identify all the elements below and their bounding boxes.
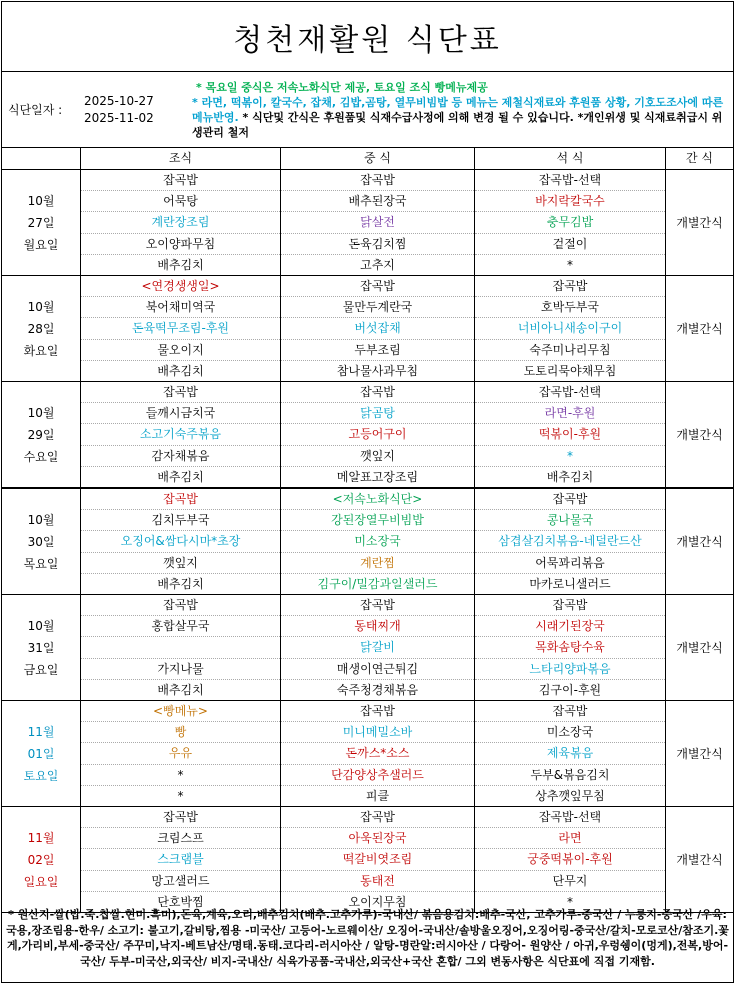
breakfast-item: 들깨시금치국 [81, 403, 280, 424]
day-row [2, 807, 733, 913]
dinner-item: 삼겹살김치볶음-네덜란드산 [475, 531, 665, 552]
snack-cell: 개별간식 [676, 428, 723, 442]
dinner-item: 미소장국 [475, 722, 665, 743]
lunch-item: 고추지 [360, 257, 395, 272]
date-month: 10월 [27, 193, 55, 208]
snack-cell: 개별간식 [676, 641, 723, 655]
dinner-item: 두부&볶음김치 [475, 765, 665, 786]
lunch-item: 강된장열무비빔밥 [281, 510, 474, 531]
lunch-item: 고등어구이 [281, 424, 474, 445]
origin-footer: * 원산지-쌀(밥.죽.찹쌀.현미.흑미),돈육,계육,오리,배추김치(배추.고추가루)-국내산/ 볶음용김치:배추-국산, 고추가루-중국산 / 누룽지-중국산 /우육:국용,장조림용-한우/ 소고기: 불고기,갈비탕,찜용 -미국산/ 고등어-노르웨이산/ 오징어-국내산/솔방울오징어,오징어링-중국산/갈치-모로코산/참조기.꽃게,가리비,부세-중국산/ 주꾸미,낙지-베트남산/명태.동태.코다리-러시아산 / 알탕-명란알:러시아산 / 다랑어- 원양산 / 아귀,우렁쉥이(멍게),전복,방어-국산/ 두부-미국산,외국산/ 비지-국내산/ 식육가공품-국내산,외국산+국산 혼합/ 그외 변동사항은 식단표에 직접 기재함. [6, 908, 729, 968]
lunch-item: 깻잎지 [281, 446, 474, 467]
lunch-item: 메알표고장조림 [336, 469, 419, 484]
breakfast-cell [81, 807, 281, 912]
day-date [2, 382, 81, 487]
date-weekday: 목요일 [23, 556, 59, 571]
lunch-item: 물만두계란국 [281, 297, 474, 318]
dinner-item: 잡곡밥 [475, 276, 665, 297]
dinner-cell [475, 595, 666, 700]
date-range [84, 72, 188, 147]
dinner-item: 충무김밥 [475, 212, 665, 233]
breakfast-cell [81, 170, 281, 275]
breakfast-item: 배추김치 [157, 257, 204, 272]
lunch-item: 잡곡밥 [281, 701, 474, 722]
lunch-item: 배추된장국 [281, 191, 474, 212]
menu-sheet [1, 1, 734, 983]
breakfast-item: 크림스프 [81, 828, 280, 849]
dinner-item: * [475, 446, 665, 467]
day-row [2, 382, 733, 489]
header-dinner: 석 식 [475, 148, 666, 169]
snack-cell: 개별간식 [676, 853, 723, 867]
date-day: 28일 [27, 321, 55, 336]
date-weekday: 수요일 [23, 449, 59, 464]
lunch-item: 피클 [365, 788, 390, 803]
dinner-item: 단무지 [475, 871, 665, 892]
dinner-item: 호박두부국 [475, 297, 665, 318]
lunch-item: 김구이/밀감과일샐러드 [317, 576, 438, 591]
dinner-cell [475, 382, 666, 487]
dinner-item: 궁중떡볶이-후원 [475, 849, 665, 870]
dinner-item: 잡곡밥 [475, 701, 665, 722]
note-change: * 식단및 간식은 후원품및 식재수급사정에 의해 변경 될 수 있습니다. *개인위생 및 식재료취급시 위생관리 철저 [192, 111, 723, 139]
breakfast-item: * [177, 788, 184, 803]
breakfast-item: 오징어&쌈다시마*초장 [81, 531, 280, 552]
day-date [2, 807, 81, 912]
lunch-cell [281, 276, 475, 381]
breakfast-item: 홍합살무국 [81, 616, 280, 637]
breakfast-item: <연경생생일> [81, 276, 280, 297]
lunch-item: 오이지무침 [348, 894, 407, 909]
lunch-item: 떡갈비엿조림 [281, 849, 474, 870]
day-date [2, 489, 81, 594]
menu-table [2, 148, 733, 913]
dinner-item: 제육볶음 [475, 743, 665, 764]
breakfast-item: 단호박찜 [157, 894, 204, 909]
header-breakfast: 조식 [81, 148, 281, 169]
dinner-cell [475, 701, 666, 806]
day-row [2, 489, 733, 595]
breakfast-item: 스크램블 [81, 849, 280, 870]
day-date [2, 170, 81, 275]
breakfast-item: 소고기숙주볶음 [81, 424, 280, 445]
date-from: 2025-10-27 [84, 93, 154, 108]
lunch-cell [281, 595, 475, 700]
breakfast-item: 김치두부국 [81, 510, 280, 531]
header-snack: 간 식 [686, 151, 713, 165]
date-day: 29일 [27, 427, 55, 442]
date-label: 식단일자 : [8, 103, 63, 117]
date-day: 01일 [27, 746, 55, 761]
day-row [2, 170, 733, 276]
date-day: 02일 [27, 852, 55, 867]
dinner-item: 김구이-후원 [538, 682, 602, 697]
breakfast-item: 잡곡밥 [81, 170, 280, 191]
header-blank [2, 148, 81, 169]
dinner-item: 숙주미나리무침 [475, 340, 665, 361]
breakfast-item: 잡곡밥 [81, 489, 280, 510]
breakfast-item: 배추김치 [157, 576, 204, 591]
lunch-cell [281, 382, 475, 487]
dinner-item: 너비아니새송이구이 [475, 318, 665, 339]
lunch-item: 숙주청경채볶음 [336, 682, 419, 697]
breakfast-item: 가지나물 [81, 659, 280, 680]
lunch-item: 미니메밀소바 [281, 722, 474, 743]
dinner-item: 마카로니샐러드 [529, 576, 611, 591]
snack-cell: 개별간식 [676, 535, 723, 549]
lunch-cell [281, 170, 475, 275]
breakfast-item: 잡곡밥 [81, 807, 280, 828]
breakfast-item: 망고샐러드 [81, 871, 280, 892]
dinner-cell [475, 170, 666, 275]
dinner-cell [475, 489, 666, 594]
date-month: 10월 [27, 618, 55, 633]
dinner-item: 어묵꽈리볶음 [475, 553, 665, 574]
lunch-item: 닭살전 [281, 212, 474, 233]
breakfast-cell [81, 382, 281, 487]
breakfast-item: 우유 [81, 743, 280, 764]
lunch-item: 잡곡밥 [281, 382, 474, 403]
lunch-item: 계란찜 [281, 553, 474, 574]
dinner-item: 배추김치 [546, 469, 594, 484]
date-month: 10월 [27, 512, 55, 527]
lunch-item: 매생이연근튀김 [281, 659, 474, 680]
breakfast-item [81, 637, 280, 658]
lunch-item: 아욱된장국 [281, 828, 474, 849]
breakfast-item: 어묵탕 [81, 191, 280, 212]
note-block [192, 95, 725, 140]
day-row [2, 595, 733, 701]
day-row [2, 276, 733, 382]
breakfast-item: 빵 [81, 722, 280, 743]
breakfast-item: 깻잎지 [81, 553, 280, 574]
snack-cell: 개별간식 [676, 747, 723, 761]
dinner-item: * [567, 257, 573, 272]
breakfast-item: 돈육떡무조림-후원 [81, 318, 280, 339]
breakfast-item: 계란장조림 [81, 212, 280, 233]
snack-cell: 개별간식 [676, 322, 723, 336]
table-header [2, 148, 733, 170]
breakfast-item: 잡곡밥 [81, 382, 280, 403]
lunch-item: 동태찌개 [281, 616, 474, 637]
lunch-item: 미소장국 [281, 531, 474, 552]
date-month: 11월 [27, 724, 55, 739]
lunch-item: 돈까스*소스 [281, 743, 474, 764]
lunch-item: 버섯잡채 [281, 318, 474, 339]
note-menu: * 라면, 떡볶이, 칼국수, 잡채, 김밥,곰탕, 열무비빔밥 등 메뉴는 제철식재료와 후원품 상황, 기호도조사에 따른 메뉴반영. [192, 96, 724, 124]
date-weekday: 월요일 [23, 237, 59, 252]
lunch-item: <저속노화식단> [281, 489, 474, 510]
dinner-cell [475, 276, 666, 381]
day-date [2, 595, 81, 700]
date-weekday: 금요일 [23, 662, 59, 677]
breakfast-item: 오이양파무침 [81, 234, 280, 255]
breakfast-item: 북어채미역국 [81, 297, 280, 318]
breakfast-item: 감자채볶음 [81, 446, 280, 467]
page-title: 청천재활원 식단표 [2, 2, 733, 72]
dinner-item: 겉절이 [475, 234, 665, 255]
notes [188, 72, 733, 147]
lunch-cell [281, 489, 475, 594]
dinner-item: 콩나물국 [475, 510, 665, 531]
lunch-cell [281, 807, 475, 912]
date-weekday: 일요일 [23, 874, 59, 889]
lunch-item: 잡곡밥 [281, 595, 474, 616]
breakfast-cell [81, 276, 281, 381]
dinner-item: 상추깻잎무침 [535, 788, 605, 803]
breakfast-item: 배추김치 [157, 363, 204, 378]
date-day: 31일 [27, 640, 55, 655]
lunch-item: 잡곡밥 [281, 170, 474, 191]
dinner-item: 떡볶이-후원 [475, 424, 665, 445]
date-month: 10월 [27, 299, 55, 314]
day-row [2, 701, 733, 807]
breakfast-cell [81, 701, 281, 806]
lunch-item: 닭갈비 [281, 637, 474, 658]
dinner-item: 잡곡밥-선택 [475, 382, 665, 403]
breakfast-cell [81, 595, 281, 700]
date-day: 27일 [27, 215, 55, 230]
dinner-item: 느타리양파볶음 [475, 659, 665, 680]
date-day: 30일 [27, 534, 55, 549]
lunch-item: 참나물사과무침 [336, 363, 419, 378]
lunch-item: 단감양상추샐러드 [281, 765, 474, 786]
date-weekday: 화요일 [23, 343, 59, 358]
date-month: 11월 [27, 830, 55, 845]
lunch-cell [281, 701, 475, 806]
note-thursday-saturday: * 목요일 중식은 저속노화식단 제공, 토요일 조식 빵메뉴제공 [196, 81, 488, 94]
dinner-item: 도토리묵야채무침 [523, 363, 617, 378]
snack-cell: 개별간식 [676, 216, 723, 230]
breakfast-item: 배추김치 [157, 469, 204, 484]
dinner-item: 잡곡밥 [475, 489, 665, 510]
day-date [2, 701, 81, 806]
lunch-item: 닭곰탕 [281, 403, 474, 424]
lunch-item: 동태전 [281, 871, 474, 892]
breakfast-item: * [81, 765, 280, 786]
lunch-item: 두부조림 [281, 340, 474, 361]
dinner-cell [475, 807, 666, 912]
dinner-item: 라면-후원 [475, 403, 665, 424]
breakfast-item: 잡곡밥 [81, 595, 280, 616]
dinner-item: 라면 [475, 828, 665, 849]
dinner-item: 잡곡밥 [475, 595, 665, 616]
dinner-item: 시래기된장국 [475, 616, 665, 637]
date-month: 10월 [27, 405, 55, 420]
dinner-item: 바지락칼국수 [475, 191, 665, 212]
dinner-item: 목화솜탕수육 [475, 637, 665, 658]
breakfast-item: 배추김치 [157, 682, 204, 697]
dinner-item: * [567, 894, 573, 909]
dinner-item: 잡곡밥-선택 [475, 807, 665, 828]
breakfast-cell [81, 489, 281, 594]
lunch-item: 잡곡밥 [281, 276, 474, 297]
lunch-item: 잡곡밥 [281, 807, 474, 828]
dinner-item: 잡곡밥-선택 [475, 170, 665, 191]
date-weekday: 토요일 [23, 768, 59, 783]
info-section [2, 72, 733, 148]
header-lunch: 중 식 [281, 148, 475, 169]
day-date [2, 276, 81, 381]
breakfast-item: 물오이지 [81, 340, 280, 361]
lunch-item: 돈육김치찜 [281, 234, 474, 255]
breakfast-item: <빵메뉴> [81, 701, 280, 722]
date-to: 2025-11-02 [84, 110, 154, 125]
